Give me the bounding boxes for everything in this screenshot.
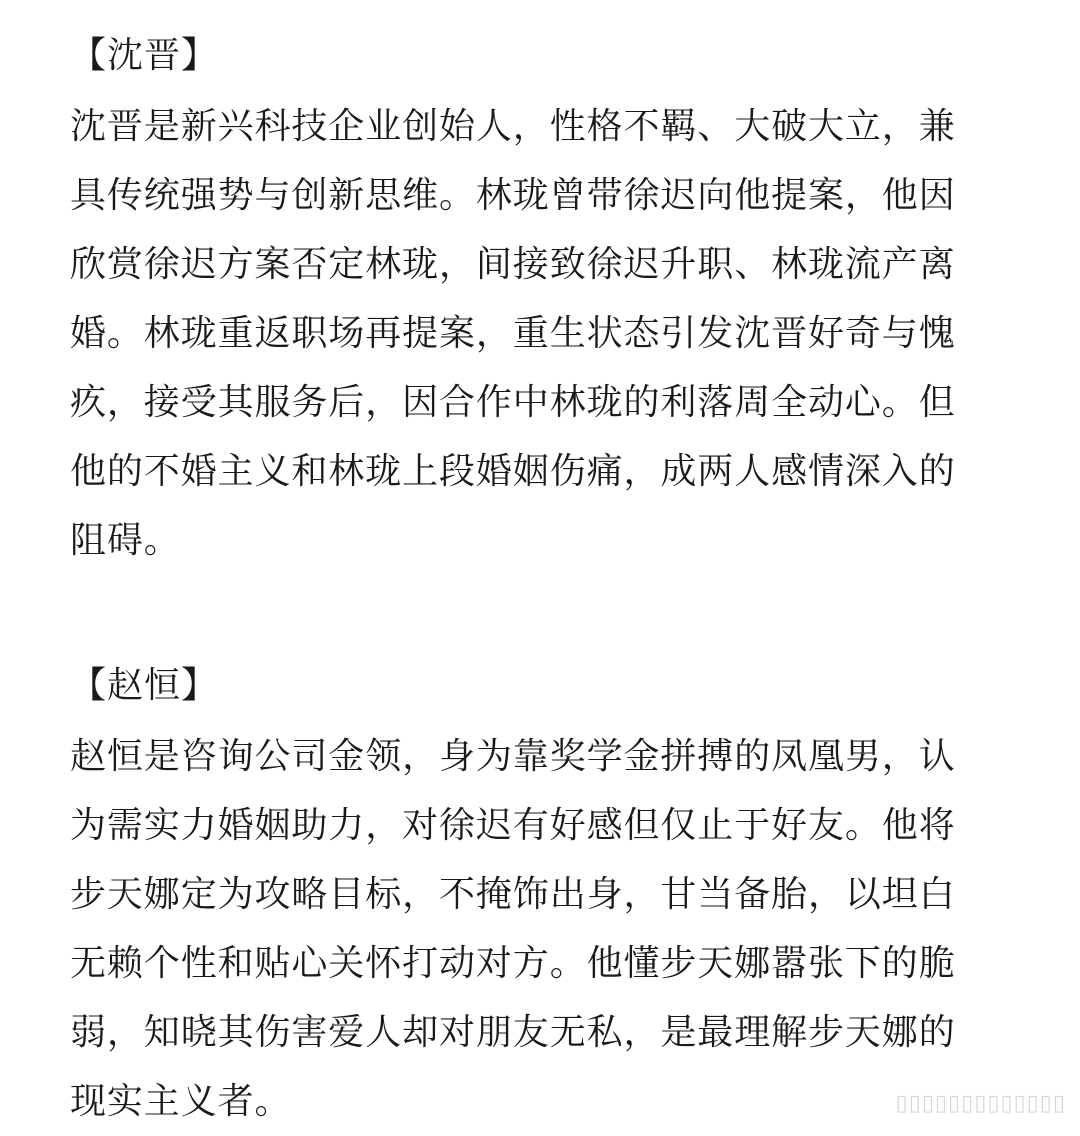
body-line: 阻碍。: [70, 520, 181, 561]
body-line: 步天娜定为攻略目标，不掩饰出身，甘当备胎，以坦白: [70, 874, 956, 915]
body-line: 为需实力婚姻助力，对徐迟有好感但仅止于好友。他将: [70, 805, 956, 846]
body-line: 赵恒是咨询公司金领，身为靠奖学金拼搏的凤凰男，认: [70, 736, 956, 777]
section-body: [70, 722, 1020, 1136]
body-line: 婚。林珑重返职场再提案，重生状态引发沈晋好奇与愧: [70, 313, 956, 354]
body-line: 现实主义者。: [70, 1081, 292, 1122]
section-title: 【赵恒】: [70, 665, 219, 706]
section-title: 【沈晋】: [70, 35, 219, 76]
body-line: 他的不婚主义和林珑上段婚姻伤痛，成两人感情深入的: [70, 451, 956, 492]
watermark: ▯▯▯▯▯▯▯▯▯▯▯▯▯: [895, 1091, 1066, 1116]
body-line: 弱，知晓其伤害爱人却对朋友无私，是最理解步天娜的: [70, 1012, 956, 1053]
section-body: [70, 92, 1020, 575]
body-line: 具传统强势与创新思维。林珑曾带徐迟向他提案，他因: [70, 175, 956, 216]
body-line: 无赖个性和贴心关怀打动对方。他懂步天娜嚣张下的脆: [70, 943, 956, 984]
body-line: 疚，接受其服务后，因合作中林珑的利落周全动心。但: [70, 382, 956, 423]
character-section-shen-jin: [70, 30, 1020, 575]
character-section-zhao-heng: [70, 660, 1020, 1136]
body-line: 沈晋是新兴科技企业创始人，性格不羁、大破大立，兼: [70, 106, 956, 147]
body-line: 欣赏徐迟方案否定林珑，间接致徐迟升职、林珑流产离: [70, 244, 956, 285]
